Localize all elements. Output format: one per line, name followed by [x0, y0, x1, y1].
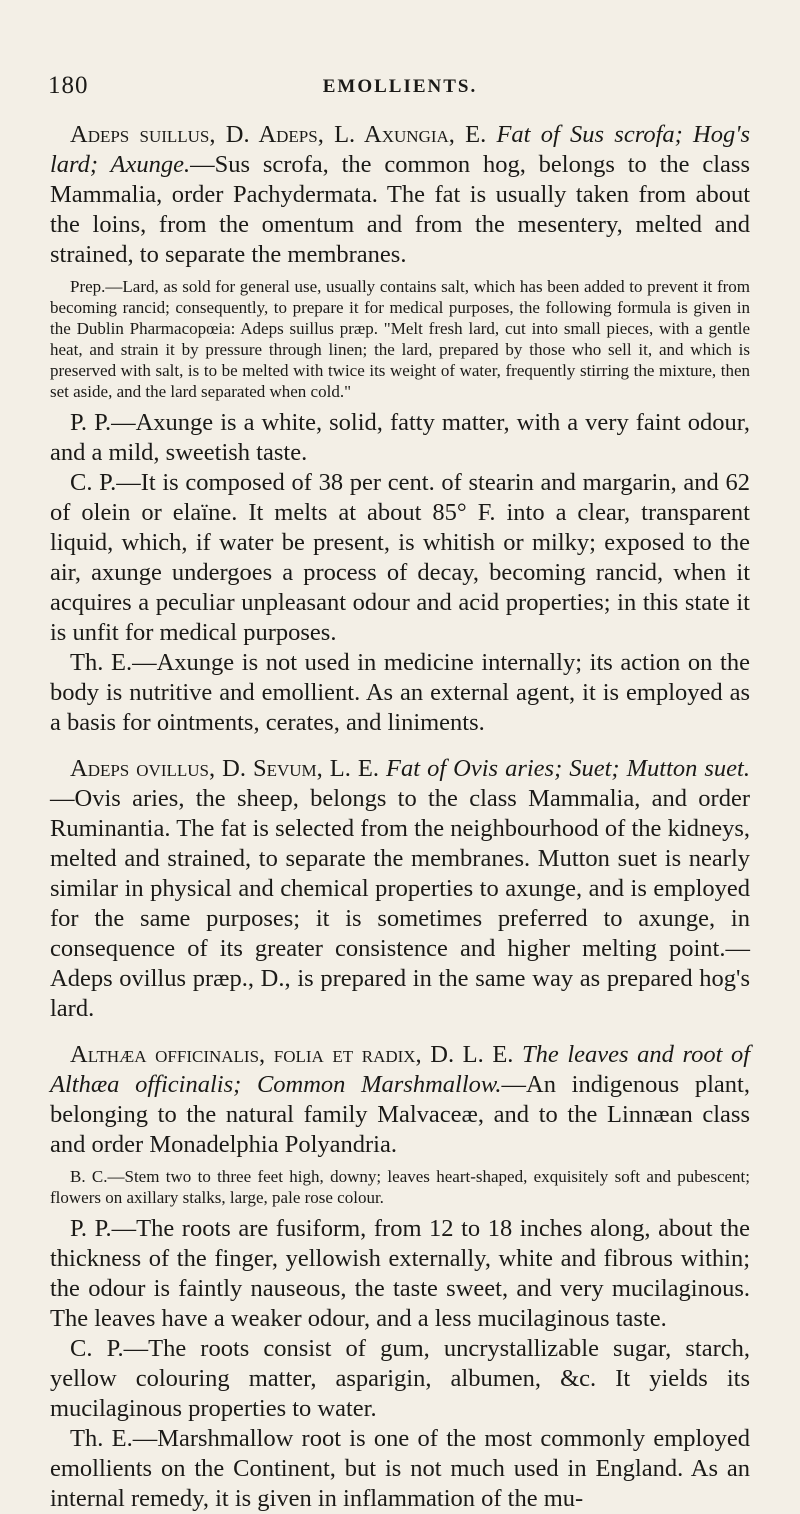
entry-title: Adeps suillus, D. Adeps, L. Axungia, E. [70, 121, 487, 148]
entry-description: —Sus scrofa, the common hog, belongs to the class Mammalia, order Pachydermata. The fat is usually taken from about the loins, from the omentum and from the mesentery, melted and strained, to separate the membranes. [50, 151, 750, 268]
page-number: 180 [48, 72, 89, 99]
entry-adeps-suillus [50, 120, 750, 270]
page-header [48, 72, 752, 106]
entry-description: —An indigenous plant, belonging to the natural family Malvaceæ, and to the Linnæan class and order Monadelphia Polyandria. [50, 1071, 750, 1158]
entry-heading: The leaves and root of Althæa officinalis; Common Marshmallow. [50, 1041, 751, 1098]
botanical-characters: B. C.—Stem two to three feet high, downy; leaves heart-shaped, exquisitely soft and pubescent; flowers on axillary stalks, large, pale rose colour. [50, 1167, 750, 1207]
physical-properties: P. P.—The roots are fusiform, from 12 to 18 inches along, about the thickness of the finger, yellowish externally, white and fibrous within; the odour is faintly nauseous, the taste sweet, and very mucilaginous. The leaves have a weaker odour, and a less mucilaginous taste. [50, 1215, 750, 1332]
entry-title: Althæa officinalis, folia et radix, D. L. E. [70, 1041, 514, 1068]
therapeutic-effects: Th. E.—Axunge is not used in medicine internally; its action on the body is nutritive and emollient. As an external agent, it is employed as a basis for ointments, cerates, and liniments. [50, 649, 750, 736]
therapeutic-effects: Th. E.—Marshmallow root is one of the most commonly employed emollients on the Continent, but is not much used in England. As an internal remedy, it is given in inflammation of the mu- [50, 1425, 750, 1512]
entry-title: Adeps ovillus, D. Sevum, L. E. [70, 755, 379, 782]
physical-properties: P. P.—Axunge is a white, solid, fatty matter, with a very faint odour, and a mild, sweetish taste. [50, 409, 750, 466]
chemical-properties: C. P.—It is composed of 38 per cent. of stearin and margarin, and 62 of olein or elaïne. It melts at about 85° F. into a clear, transparent liquid, which, if water be present, is whitish or milky; exposed to the air, axunge undergoes a process of decay, becoming rancid, when it acquires a peculiar unpleasant odour and acid properties; in this state it is unfit for medical purposes. [50, 469, 750, 646]
entry-heading: Fat of Sus scrofa; Hog's lard; Axunge. [50, 121, 750, 178]
chemical-properties: C. P.—The roots consist of gum, uncrystallizable sugar, starch, yellow colouring matter, asparigin, albumen, &c. It yields its mucilaginous properties to water. [50, 1335, 750, 1422]
entry-description: —Ovis aries, the sheep, belongs to the class Mammalia, and order Ruminantia. The fat is selected from the neighbourhood of the kidneys, melted and strained, to separate the membranes. Mutton suet is nearly similar in physical and chemical properties to axunge, and is employed for the same purposes; it is sometimes preferred to axunge, in consequence of its greater consistence and higher melting point.—Adeps ovillus præp., D., is prepared in the same way as prepared hog's lard. [50, 785, 750, 1022]
entry-althaea [50, 1040, 750, 1160]
entry-adeps-ovillus [50, 754, 750, 1024]
entry-heading: Fat of Ovis aries; Suet; Mutton suet. [386, 755, 750, 782]
prep-note: Prep.—Lard, as sold for general use, usually contains salt, which has been added to prevent it from becoming rancid; consequently, to prepare it for medical purposes, the following formula is given in the Dublin Pharmacopœia: Adeps suillus præp. "Melt fresh lard, cut into small pieces, with a gentle heat, and strain it by pressure through linen; the lard, prepared by those who sell it, and which is preserved with salt, is to be melted with twice its weight of water, frequently stirring the mixture, then set aside, and the lard separated when cold." [50, 277, 750, 401]
page-body [50, 120, 750, 1514]
running-head: EMOLLIENTS. [322, 76, 478, 97]
